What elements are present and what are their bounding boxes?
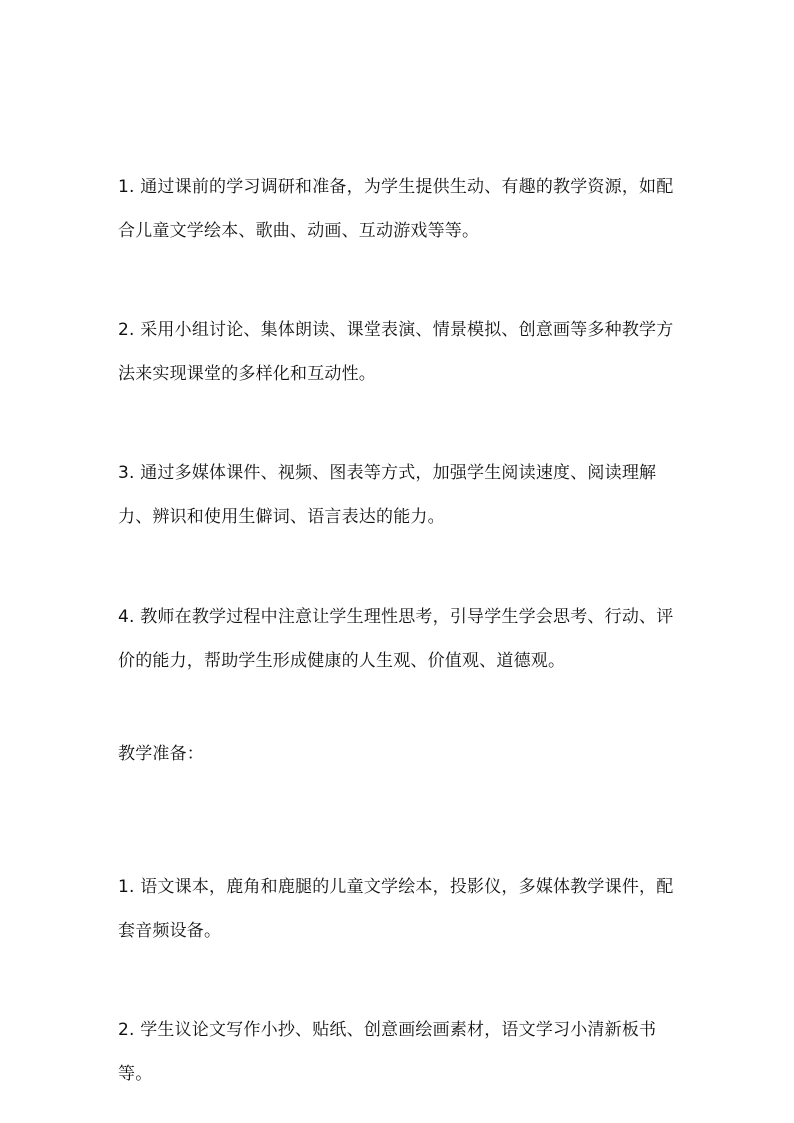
prep-item-2: 2. 学生议论文写作小抄、贴纸、创意画绘画素材，语文学习小清新板书等。 bbox=[118, 1020, 657, 1084]
section-heading: 教学准备： bbox=[118, 744, 204, 764]
method-item-2: 2. 采用小组讨论、集体朗读、课堂表演、情景模拟、创意画等多种教学方法来实现课堂的多样化和互动性。 bbox=[118, 320, 674, 384]
prep-item-1: 1. 语文课本，鹿角和鹿腿的儿童文学绘本，投影仪，多媒体教学课件，配套音频设备。 bbox=[118, 877, 674, 941]
method-item-4: 4. 教师在教学过程中注意让学生理性思考，引导学生学会思考、行动、评价的能力，帮助学生形成健康的人生观、价值观、道德观。 bbox=[118, 607, 674, 671]
method-item-1: 1. 通过课前的学习调研和准备，为学生提供生动、有趣的教学资源，如配合儿童文学绘本、歌曲、动画、互动游戏等等。 bbox=[118, 177, 674, 241]
method-item-3: 3. 通过多媒体课件、视频、图表等方式，加强学生阅读速度、阅读理解力、辨识和使用生僻词、语言表达的能力。 bbox=[118, 463, 657, 527]
